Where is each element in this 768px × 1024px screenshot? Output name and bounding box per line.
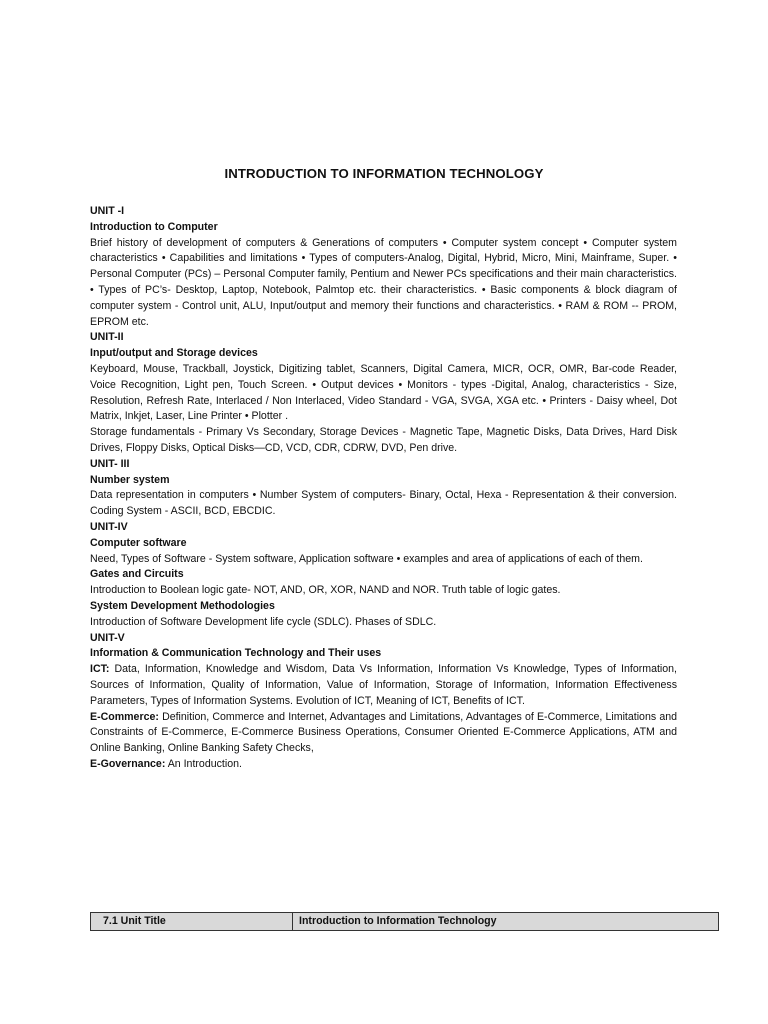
unit-title-table xyxy=(90,912,719,931)
egov-lead: E-Governance: xyxy=(90,757,166,770)
unit-2-body: Keyboard, Mouse, Trackball, Joystick, Digitizing tablet, Scanners, Digital Camera, MICR, OCR, OMR, Bar-code Reader, Voice Recognition, Light pen, Touch Screen. • Output devices • Monitors - types -Digital, Analog, characteristics - Size, Resolution, Refresh Rate, Interlaced / Non Interlaced, Video Standard - VGA, SVGA, XGA etc. • Printers - Daisy wheel, Dot Matrix, Inkjet, Laser, Line Printer • Plotter . xyxy=(90,362,677,423)
syllabus-content xyxy=(90,204,677,773)
ecommerce-lead: E-Commerce: xyxy=(90,710,159,723)
unit-1-label: UNIT -I xyxy=(90,205,125,217)
unit-5-ict-paragraph xyxy=(90,662,677,709)
unit-2-body-storage: Storage fundamentals - Primary Vs Secondary, Storage Devices - Magnetic Tape, Magnetic Disks, Data Drives, Hard Disk Drives, Floppy Disks, Optical Disks—CD, VCD, CDR, CDRW, DVD, Pen drive. xyxy=(90,426,677,454)
unit-1-topic: Introduction to Computer xyxy=(90,220,218,233)
ict-lead: ICT: xyxy=(90,663,110,676)
unit-3-body: Data representation in computers • Number System of computers- Binary, Octal, Hexa - Representation & their conversion. Coding System - ASCII, BCD, EBCDIC. xyxy=(90,489,677,518)
unit-2-topic: Input/output and Storage devices xyxy=(90,347,258,360)
unit-4-body-sdlc: Introduction of Software Development life cycle (SDLC). Phases of SDLC. xyxy=(90,615,437,628)
unit-4-body-gates: Introduction to Boolean logic gate- NOT, AND, OR, XOR, NAND and NOR. Truth table of logic gates. xyxy=(90,584,561,597)
egov-body: An Introduction. xyxy=(165,757,242,770)
unit-5-label: UNIT-V xyxy=(90,631,125,644)
unit-4-label: UNIT-IV xyxy=(90,520,128,533)
unit-3-label: UNIT- III xyxy=(90,457,130,470)
page-title: INTRODUCTION TO INFORMATION TECHNOLOGY xyxy=(224,166,544,181)
unit-3-topic: Number system xyxy=(90,473,170,486)
unit-title-label-cell: 7.1 Unit Title xyxy=(91,913,293,931)
unit-4-topic: Computer software xyxy=(90,536,187,549)
unit-title-value-cell: Introduction to Information Technology xyxy=(293,913,719,931)
unit-5-egov-paragraph xyxy=(90,757,677,773)
unit-4-body: Need, Types of Software - System software, Application software • examples and area of applications of each of them. xyxy=(90,552,643,565)
unit-5-ecommerce-paragraph xyxy=(90,710,677,757)
unit-4-topic-sdlc: System Development Methodologies xyxy=(90,599,275,612)
unit-5-topic: Information & Communication Technology and Their uses xyxy=(90,647,382,660)
ict-body: Data, Information, Knowledge and Wisdom, Data Vs Information, Information Vs Knowledge, Types of Information, Sources of Information, Quality of Information, Value of Information, Storage of Information, Information Effectiveness Parameters, Types of Information Systems. Evolution of ICT, Meaning of ICT, Benefits of ICT. xyxy=(90,663,677,707)
unit-1-body: Brief history of development of computers & Generations of computers • Computer system concept • Computer system characteristics • Capabilities and limitations • Types of computers-Analog, Digital, Hybrid, Micro, Mini, Mainframe, Super. • Personal Computer (PCs) – Personal Computer family, Pentium and Newer PCs specifications and their main characteristics. • Types of PC’s- Desktop, Laptop, Notebook, Palmtop etc. their characteristics. • Basic components & block diagram of computer system - Control unit, ALU, Input/output and memory their functions and characteristics. • RAM & ROM -- PROM, EPROM etc. xyxy=(90,236,677,328)
ecommerce-body: Definition, Commerce and Internet, Advantages and Limitations, Advantages of E-Commerce, Limitations and Constraints of E-Commerce, E-Commerce Business Operations, Consumer Oriented E-Commerce Applications, ATM and Online Banking, Online Banking Safety Checks, xyxy=(90,710,677,755)
unit-4-topic-gates: Gates and Circuits xyxy=(90,568,184,581)
unit-2-label: UNIT-II xyxy=(90,331,124,344)
table-row xyxy=(91,913,719,931)
